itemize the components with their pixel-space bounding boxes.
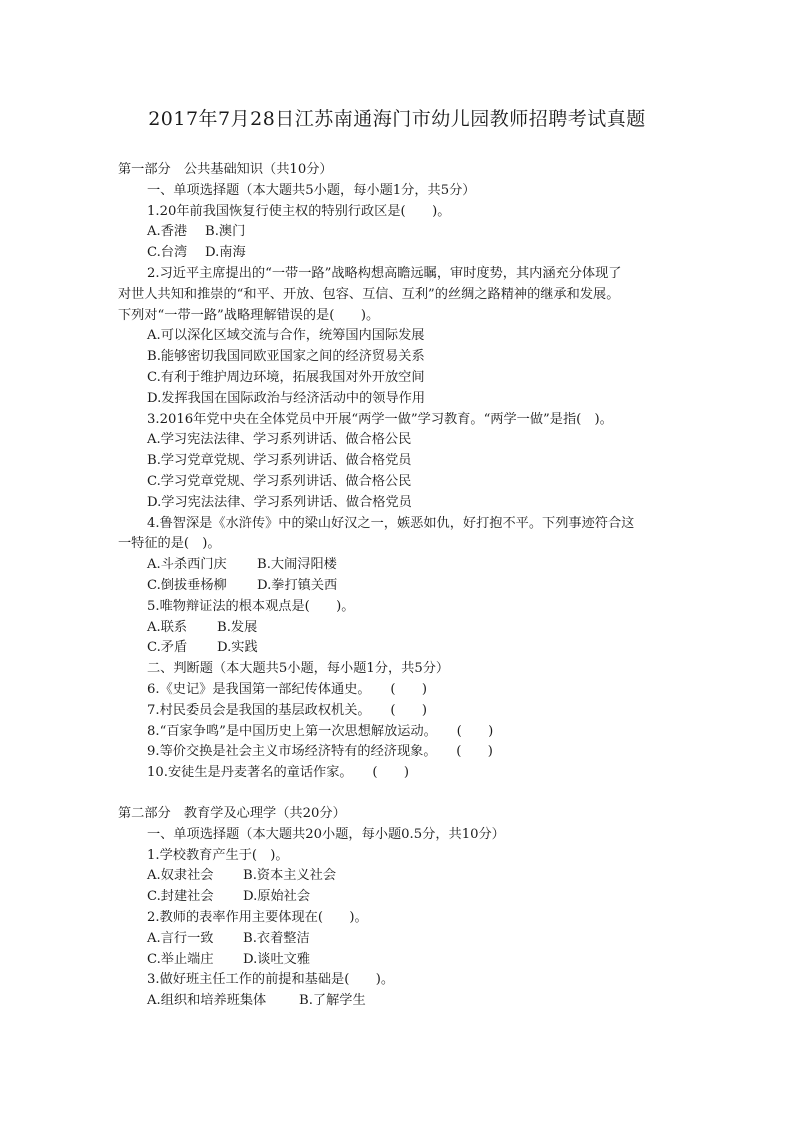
option: D.学习宪法法律、学习系列讲话、做合格党员 [147, 494, 412, 510]
option: B.大闹浔阳楼 [257, 557, 337, 573]
option-row [118, 243, 678, 264]
question-text: 2.教师的表率作用主要体现在( )。 [147, 909, 368, 925]
option-row [118, 929, 678, 950]
option: D.实践 [217, 640, 258, 656]
option: D.南海 [205, 245, 246, 261]
option: A.奴隶社会 [147, 868, 214, 884]
question-text: 10.安徒生是丹麦著名的童话作家。 ( ) [147, 765, 410, 781]
option: A.学习宪法法律、学习系列讲话、做合格公民 [147, 432, 412, 448]
option: C.矛盾 [147, 640, 188, 656]
option: C.有利于维护周边环境，拓展我国对外开放空间 [147, 369, 425, 385]
section-heading: 一、单项选择题（本大题共20小题，每小题0.5分，共10分） [147, 826, 505, 842]
option: C.学习党章党规、学习系列讲话、做合格公民 [147, 473, 412, 489]
question-text: 下列对“一带一路”战略理解错误的是( )。 [118, 307, 380, 323]
section-heading: 二、判断题（本大题共5小题，每小题1分，共5分） [147, 661, 450, 677]
question-text: 对世人共知和推崇的“和平、开放、包容、互信、互利”的丝绸之路精神的继承和发展。 [118, 286, 620, 302]
part-one-heading: 第一部分 公共基础知识（共10分） [118, 162, 333, 177]
question-text: 8.“百家争鸣”是中国历史上第一次思想解放运动。 ( ) [147, 723, 494, 739]
option-row [118, 222, 678, 243]
question-text: 4.鲁智深是《水浒传》中的梁山好汉之一，嫉恶如仇，好打抱不平。下列事迹符合这 [147, 515, 635, 531]
question-text: 1.学校教育产生于( )。 [147, 847, 289, 863]
option-row [118, 638, 678, 659]
option-row [118, 991, 678, 1012]
question-text: 2.习近平主席提出的“一带一路”战略构想高瞻远瞩，审时度势，其内涵充分体现了 [147, 265, 622, 281]
part-one [118, 160, 678, 784]
part-two [118, 804, 678, 1012]
option: B.能够密切我国同欧亚国家之间的经济贸易关系 [147, 349, 425, 365]
question-text: 一特征的是( )。 [118, 536, 221, 552]
option: D.原始社会 [243, 889, 311, 905]
option: A.香港 [147, 224, 188, 240]
option-row [118, 887, 678, 908]
question-text: 7.村民委员会是我国的基层政权机关。 ( ) [147, 702, 428, 718]
option: C.封建社会 [147, 889, 214, 905]
option: D.发挥我国在国际政治与经济活动中的领导作用 [147, 390, 426, 406]
option-row [118, 618, 678, 639]
question-text: 9.等价交换是社会主义市场经济特有的经济现象。 ( ) [147, 744, 493, 760]
option: A.联系 [147, 619, 188, 635]
option: A.可以深化区域交流与合作，统筹国内国际发展 [147, 328, 425, 344]
option: C.台湾 [147, 245, 188, 261]
question-text: 3.2016年党中央在全体党员中开展“两学一做”学习教育。“两学一做”是指( )。 [147, 411, 613, 427]
option: B.了解学生 [299, 993, 366, 1009]
option-row [118, 555, 678, 576]
option: A.言行一致 [147, 930, 214, 946]
question-text: 1.20年前我国恢复行使主权的特别行政区是( )。 [147, 203, 451, 219]
option: A.组织和培养班集体 [147, 993, 267, 1009]
question-text: 5.唯物辩证法的根本观点是( )。 [147, 598, 355, 614]
option: D.谈吐文雅 [243, 951, 311, 967]
section-heading: 一、单项选择题（本大题共5小题，每小题1分，共5分） [147, 182, 476, 198]
document-title: 2017年7月28日江苏南通海门市幼儿园教师招聘考试真题 [148, 108, 646, 130]
option: A.斗杀西门庆 [147, 557, 227, 573]
option: D.拳打镇关西 [257, 577, 338, 593]
option: B.衣着整洁 [243, 930, 310, 946]
question-text: 6.《史记》是我国第一部纪传体通史。 ( ) [147, 681, 428, 697]
option: B.澳门 [205, 224, 246, 240]
option: B.发展 [217, 619, 258, 635]
option-row [118, 576, 678, 597]
option: C.倒拔垂杨柳 [147, 577, 227, 593]
part-two-heading: 第二部分 教育学及心理学（共20分） [118, 806, 346, 821]
option-row [118, 950, 678, 971]
option: B.资本主义社会 [243, 868, 337, 884]
option: B.学习党章党规、学习系列讲话、做合格党员 [147, 453, 412, 469]
option: C.举止端庄 [147, 951, 214, 967]
option-row [118, 866, 678, 887]
question-text: 3.做好班主任工作的前提和基础是( )。 [147, 972, 395, 988]
